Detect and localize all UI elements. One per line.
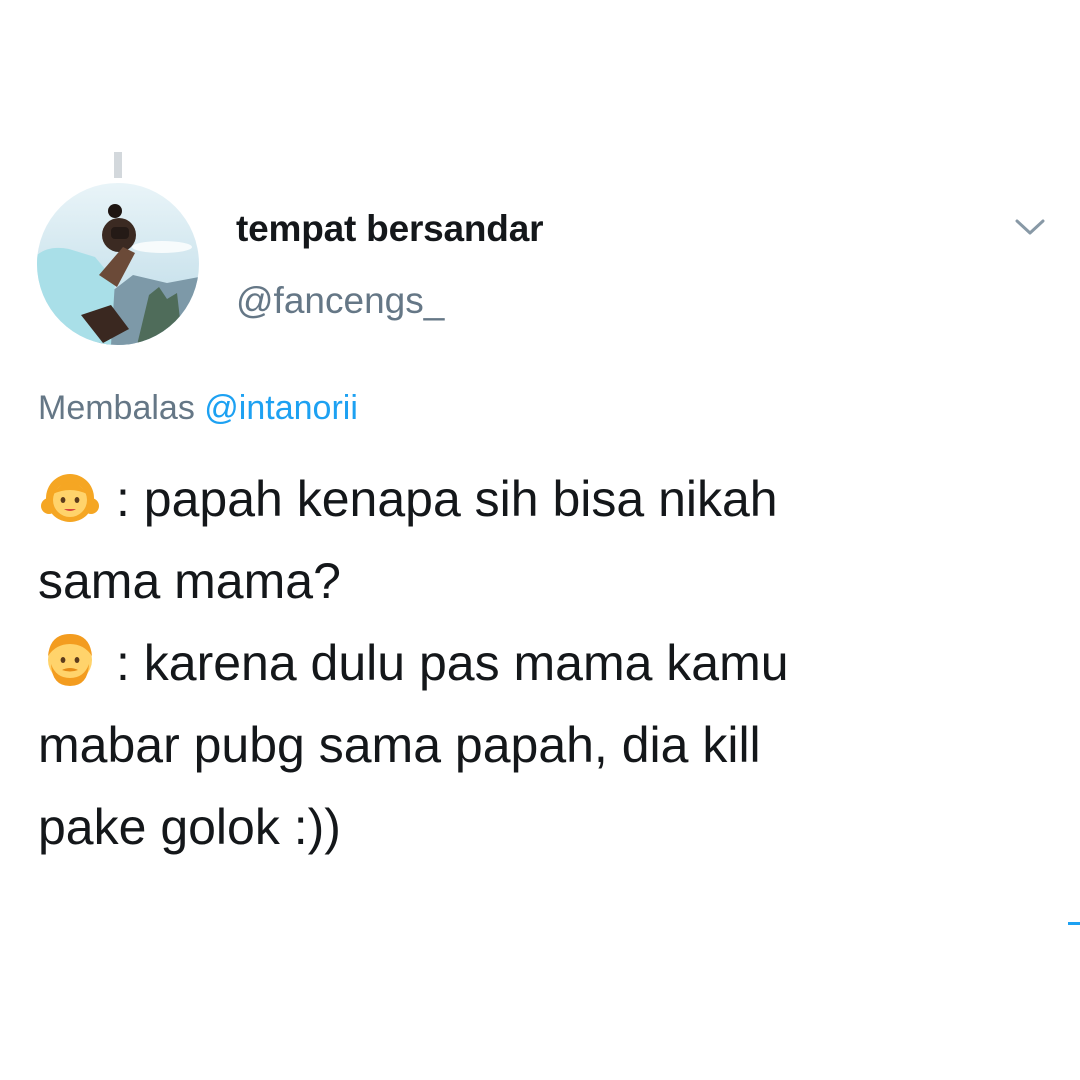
avatar[interactable] — [37, 183, 199, 345]
reply-context — [38, 389, 358, 428]
tweet-text — [38, 458, 1058, 868]
chevron-down-icon[interactable] — [1010, 212, 1050, 242]
tweet-line-text: sama mama? — [38, 553, 341, 609]
reply-to-link[interactable]: @intanorii — [204, 389, 358, 427]
tweet-line-text: : papah kenapa sih bisa nikah — [116, 471, 778, 527]
girl-emoji-icon — [38, 462, 102, 526]
man-emoji-icon — [38, 626, 102, 690]
thread-connector-line — [114, 152, 122, 178]
reply-prefix: Membalas — [38, 389, 195, 427]
edge-divider-fragment — [1068, 922, 1080, 925]
avatar-photo-icon — [37, 183, 199, 345]
tweet-line — [38, 540, 1058, 622]
tweet-line — [38, 622, 1058, 704]
tweet-line — [38, 786, 1058, 868]
display-name[interactable]: tempat bersandar — [236, 208, 544, 249]
tweet-line-text: mabar pubg sama papah, dia kill — [38, 717, 761, 773]
tweet-line — [38, 458, 1058, 540]
user-handle[interactable]: @fancengs_ — [236, 280, 445, 321]
tweet-line-text: : karena dulu pas mama kamu — [116, 635, 789, 691]
tweet-line — [38, 704, 1058, 786]
tweet-line-text: pake golok :)) — [38, 799, 341, 855]
